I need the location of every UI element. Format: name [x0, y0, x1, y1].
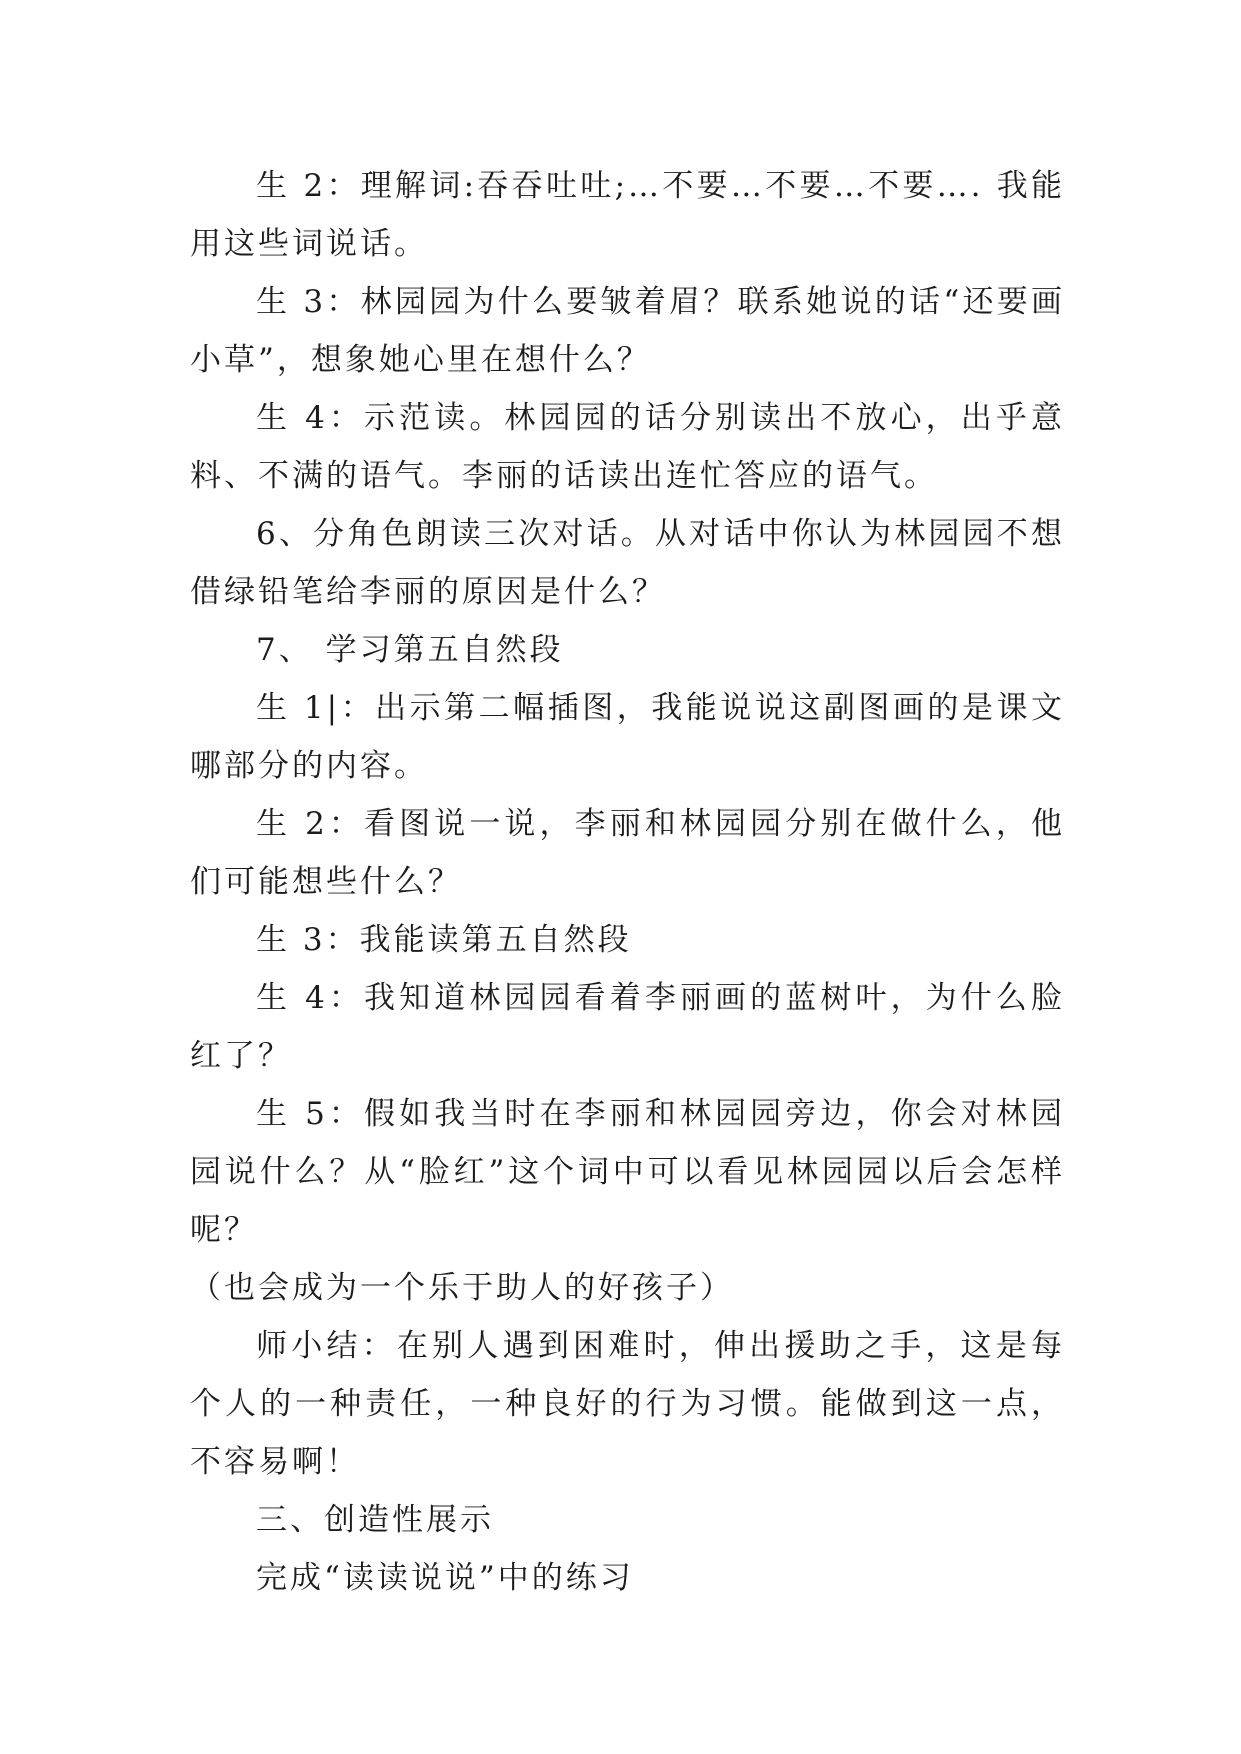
paragraph: 生 5：假如我当时在李丽和林园园旁边，你会对林园园说什么？从“脸红”这个词中可以看见林园园以后会怎样呢？ [190, 1096, 1065, 1248]
paragraph: 7、 学习第五自然段 [256, 632, 564, 668]
document-body [190, 157, 1065, 1607]
paragraph: 生 4：我知道林园园看着李丽画的蓝树叶，为什么脸红了？ [190, 980, 1065, 1074]
paragraph: 完成“读读说说”中的练习 [256, 1560, 634, 1596]
paragraph: 师小结：在别人遇到困难时，伸出援助之手，这是每个人的一种责任，一种良好的行为习惯。能做到这一点，不容易啊！ [190, 1328, 1065, 1480]
paragraph: 生 4：示范读。林园园的话分别读出不放心，出乎意料、不满的语气。李丽的话读出连忙答应的语气。 [190, 400, 1065, 494]
section-heading: 三、创造性展示 [256, 1502, 494, 1538]
paragraph: 6、分角色朗读三次对话。从对话中你认为林园园不想借绿铅笔给李丽的原因是什么？ [190, 516, 1065, 610]
paragraph: 生 1|：出示第二幅插图，我能说说这副图画的是课文哪部分的内容。 [190, 690, 1065, 784]
paragraph: 生 3：我能读第五自然段 [256, 922, 632, 958]
paragraph: 生 3：林园园为什么要皱着眉？联系她说的话“还要画小草”，想象她心里在想什么？ [190, 284, 1065, 378]
paragraph: （也会成为一个乐于助人的好孩子） [190, 1270, 734, 1306]
paragraph: 生 2：看图说一说，李丽和林园园分别在做什么，他们可能想些什么？ [190, 806, 1065, 900]
paragraph: 生 2：理解词:吞吞吐吐;…不要…不要…不要…. 我能用这些词说话。 [190, 168, 1065, 262]
